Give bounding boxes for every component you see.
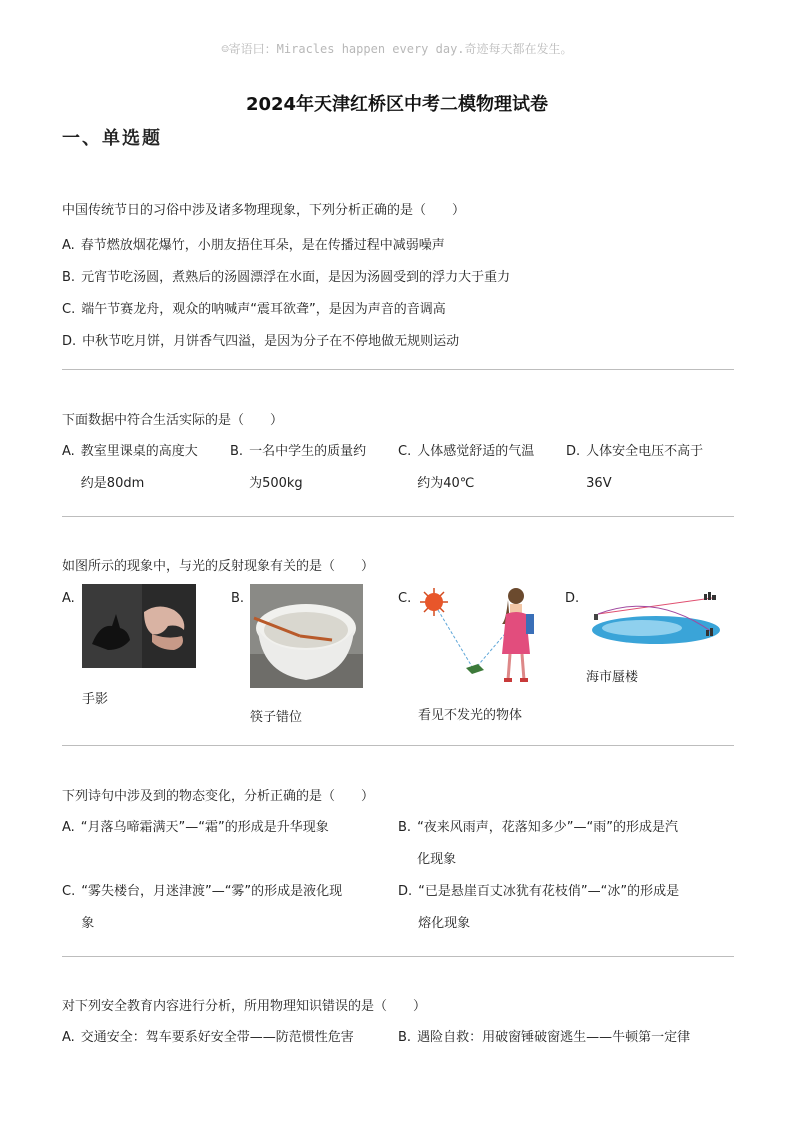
option-text: “已是悬崖百丈冰犹有花枝俏”—“冰”的形成是 — [418, 884, 680, 899]
section-heading: 一、单选题 — [62, 128, 162, 149]
option-d[interactable] — [565, 591, 579, 606]
page-title: 2024年天津红桥区中考二模物理试卷 — [245, 94, 549, 115]
mirage-image — [586, 586, 722, 648]
option-label: B. — [231, 591, 245, 606]
option-text: 人体安全电压不高于 — [586, 444, 704, 459]
divider — [62, 369, 734, 370]
option-label: A. — [62, 238, 75, 253]
option-label: C. — [398, 591, 412, 606]
option-label: A. — [62, 444, 75, 459]
divider — [62, 956, 734, 957]
question-stem: 如图所示的现象中，与光的反射现象有关的是（ ） — [62, 559, 375, 574]
option-label: A. — [62, 1030, 75, 1045]
option-d[interactable] — [62, 326, 734, 358]
option-d[interactable] — [566, 436, 734, 500]
option-text: 化现象 — [417, 852, 457, 867]
option-label: C. — [398, 444, 412, 459]
divider — [62, 745, 734, 746]
question-1 — [62, 200, 734, 358]
option-text: 熔化现象 — [418, 916, 471, 931]
question-stem: 中国传统节日的习俗中涉及诸多物理现象，下列分析正确的是（ ） — [62, 203, 466, 218]
option-label: D. — [398, 884, 413, 899]
option-text: 教室里课桌的高度大 — [80, 444, 198, 459]
option-label: C. — [62, 884, 76, 899]
option-c[interactable] — [398, 436, 566, 500]
option-c[interactable] — [62, 294, 734, 326]
option-a[interactable] — [62, 812, 398, 876]
option-b[interactable] — [231, 591, 244, 606]
option-label: D. — [565, 591, 580, 606]
option-text: 元宵节吃汤圆，煮熟后的汤圆漂浮在水面，是因为汤圆受到的浮力大于重力 — [81, 270, 511, 285]
question-5 — [62, 996, 734, 1054]
option-label: B. — [398, 1030, 412, 1045]
option-caption: 海市蜃楼 — [586, 670, 639, 685]
option-text: 遇险自救：用破窗锤破窗逃生——牛顿第一定律 — [417, 1030, 691, 1045]
option-text: 中秋节吃月饼，月饼香气四溢，是因为分子在不停地做无规则运动 — [82, 334, 460, 349]
option-text: 为500kg — [249, 476, 303, 491]
question-stem: 对下列安全教育内容进行分析，所用物理知识错误的是（ ） — [62, 999, 427, 1014]
option-caption: 看见不发光的物体 — [418, 708, 523, 723]
question-3 — [62, 556, 734, 578]
option-b[interactable] — [62, 262, 734, 294]
question-stem: 下列诗句中涉及到的物态变化，分析正确的是（ ） — [62, 789, 375, 804]
option-label: B. — [62, 270, 76, 285]
option-label: A. — [62, 591, 75, 606]
option-a[interactable] — [62, 436, 230, 500]
hand-shadow-image — [82, 584, 196, 668]
option-label: B. — [398, 820, 412, 835]
option-text: 约为40℃ — [417, 476, 475, 491]
option-b[interactable] — [398, 812, 734, 876]
question-4 — [62, 786, 734, 940]
option-text: 人体感觉舒适的气温 — [417, 444, 535, 459]
option-label: B. — [230, 444, 244, 459]
question-stem: 下面数据中符合生活实际的是（ ） — [62, 413, 284, 428]
option-text: “夜来风雨声，花落知多少”—“雨”的形成是汽 — [417, 820, 679, 835]
question-2 — [62, 410, 734, 500]
option-c[interactable] — [398, 591, 411, 606]
option-label: D. — [566, 444, 581, 459]
option-caption: 手影 — [82, 692, 109, 707]
option-text: 约是80dm — [80, 476, 145, 491]
option-text: “月落乌啼霜满天”—“霜”的形成是升华现象 — [80, 820, 329, 835]
option-text: 春节燃放烟花爆竹，小朋友捂住耳朵，是在传播过程中减弱噪声 — [80, 238, 445, 253]
option-text: 一名中学生的质量约 — [249, 444, 367, 459]
option-b[interactable] — [398, 1022, 734, 1054]
sun-girl-book-image — [418, 584, 544, 688]
divider — [62, 516, 734, 517]
option-d[interactable] — [398, 876, 734, 940]
option-text: “雾失楼台，月迷津渡”—“雾”的形成是液化现 — [81, 884, 343, 899]
option-c[interactable] — [62, 876, 398, 940]
option-text: 象 — [81, 916, 95, 931]
option-a[interactable] — [62, 591, 75, 606]
option-b[interactable] — [230, 436, 398, 500]
option-a[interactable] — [62, 1022, 398, 1054]
option-text: 端午节赛龙舟，观众的呐喊声“震耳欲聋”，是因为声音的音调高 — [81, 302, 446, 317]
chopsticks-bowl-image — [250, 584, 363, 688]
option-a[interactable] — [62, 230, 734, 262]
option-text: 交通安全：驾车要系好安全带——防范惯性危害 — [80, 1030, 354, 1045]
option-label: A. — [62, 820, 75, 835]
option-label: C. — [62, 302, 76, 317]
header-motto: ☺寄语曰：Miracles happen every day.奇迹每天都在发生。 — [221, 42, 573, 56]
option-text: 36V — [586, 476, 612, 491]
option-caption: 筷子错位 — [250, 710, 303, 725]
option-label: D. — [62, 334, 77, 349]
